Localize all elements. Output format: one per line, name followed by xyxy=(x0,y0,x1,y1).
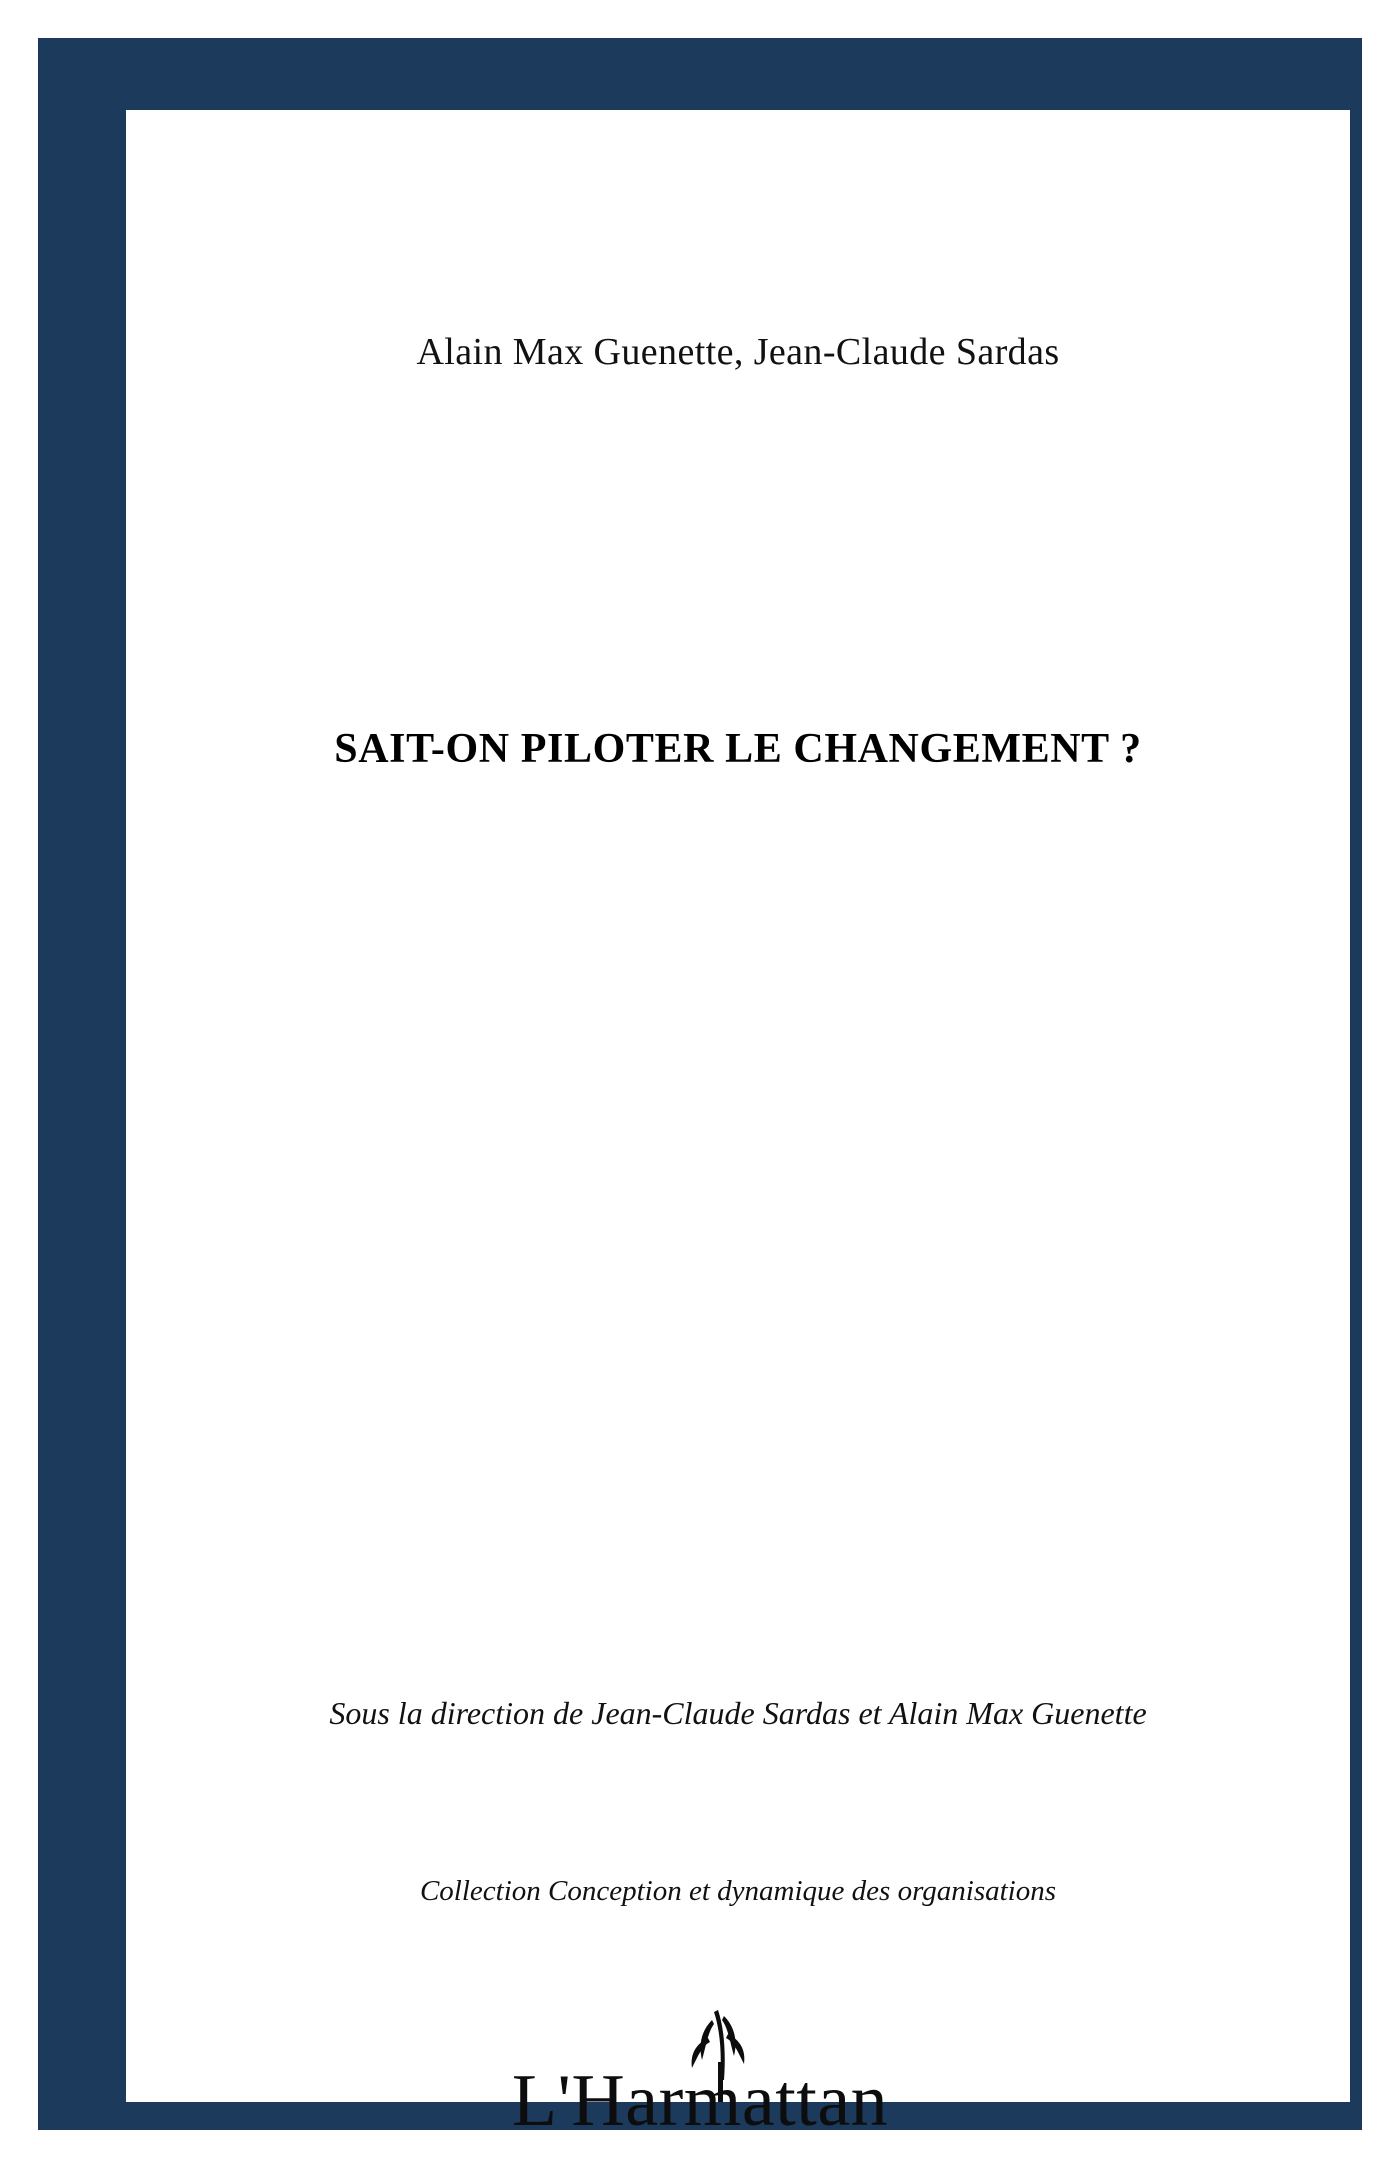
publisher-name: L'Harmattan xyxy=(511,2060,889,2142)
publisher-logo xyxy=(440,2008,960,2158)
band-bar-left xyxy=(38,2108,448,2130)
editors-line: Sous la direction de Jean-Claude Sardas et Alain Max Guenette xyxy=(329,1695,1147,1731)
publisher-band xyxy=(0,2028,1400,2168)
collection-line: Collection Conception et dynamique des organisations xyxy=(419,1875,1057,1907)
cover-content-area xyxy=(126,110,1350,2102)
authors-line: Alain Max Guenette, Jean-Claude Sardas xyxy=(416,331,1060,373)
book-title: SAIT-ON PILOTER LE CHANGEMENT ? xyxy=(334,726,1142,772)
band-bar-right xyxy=(932,2108,1362,2130)
cover-border-frame xyxy=(38,38,1362,2130)
